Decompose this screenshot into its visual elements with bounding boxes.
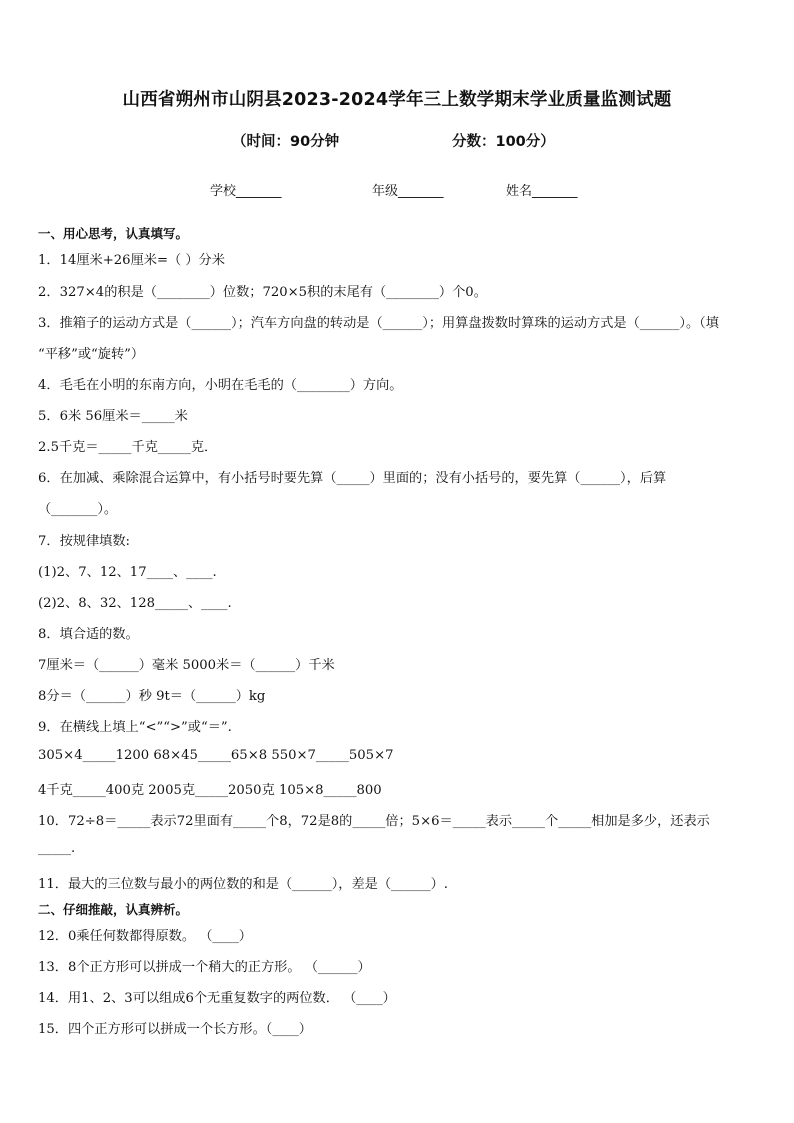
- exam-title: 山西省朔州市山阴县2023-2024学年三上数学期末学业质量监测试题: [122, 90, 672, 110]
- question-9-row-1: 305×4_____1200 68×45_____65×8 550×7_____505×7: [38, 748, 394, 763]
- question-8-row-2: 8分＝（______）秒 9t＝（______）kg: [38, 689, 266, 704]
- question-15: 15．四个正方形可以拼成一个长方形。（____）: [38, 1022, 312, 1037]
- question-8-row-1: 7厘米＝（______）毫米 5000米＝（______）千米: [38, 658, 335, 673]
- question-7-part-1: (1)2、7、12、17____、____.: [38, 565, 217, 580]
- section-heading-1: 一、用心思考，认真填写。: [38, 226, 189, 241]
- grade-field: 年级_______: [372, 184, 444, 199]
- question-7: 7．按规律填数:: [38, 534, 130, 549]
- question-10-continued: _____.: [38, 841, 76, 856]
- question-3-continued: “平移”或“旋转”）: [38, 347, 145, 362]
- question-5: 5．6米 56厘米＝_____米: [38, 409, 188, 424]
- question-8: 8．填合适的数。: [38, 627, 139, 642]
- question-5-part-2: 2.5千克＝_____千克_____克．: [38, 440, 218, 455]
- time-limit: （时间：90分钟: [232, 134, 340, 150]
- question-13: 13．8个正方形可以拼成一个稍大的正方形。 （______）: [38, 960, 371, 975]
- question-12: 12．0乘任何数都得原数。 （____）: [38, 929, 252, 944]
- question-2: 2．327×4的积是（________）位数；720×5积的末尾有（________）个0。: [38, 285, 487, 300]
- question-9: 9．在横线上填上“<”“>”或“＝”.: [38, 720, 232, 735]
- question-6-continued: （_______）。: [38, 502, 118, 517]
- total-score: 分数：100分）: [452, 134, 555, 150]
- question-14: 14．用1、2、3可以组成6个无重复数字的两位数． （____）: [38, 991, 396, 1006]
- name-field: 姓名_______: [506, 184, 578, 199]
- question-7-part-2: (2)2、8、32、128_____、____.: [38, 596, 232, 611]
- question-10: 10．72÷8＝_____表示72里面有_____个8，72是8的_____倍；5×6＝_____表示_____个_____相加是多少，还表示: [38, 814, 710, 829]
- question-11: 11．最大的三位数与最小的两位数的和是（______），差是（______）.: [38, 877, 448, 892]
- question-9-row-2: 4千克_____400克 2005克_____2050克 105×8_____800: [38, 783, 382, 798]
- question-3: 3．推箱子的运动方式是（______）；汽车方向盘的转动是（______）；用算盘拨数时算珠的运动方式是（______）。（填: [38, 316, 719, 331]
- section-heading-2: 二、仔细推敲，认真辨析。: [38, 902, 189, 917]
- school-field: 学校_______: [210, 184, 282, 199]
- question-4: 4．毛毛在小明的东南方向，小明在毛毛的（________）方向。: [38, 378, 403, 393]
- question-1: 1．14厘米+26厘米=（ ）分米: [38, 253, 225, 268]
- question-6: 6．在加减、乘除混合运算中，有小括号时要先算（_____）里面的；没有小括号的，要先算（______），后算: [38, 471, 667, 486]
